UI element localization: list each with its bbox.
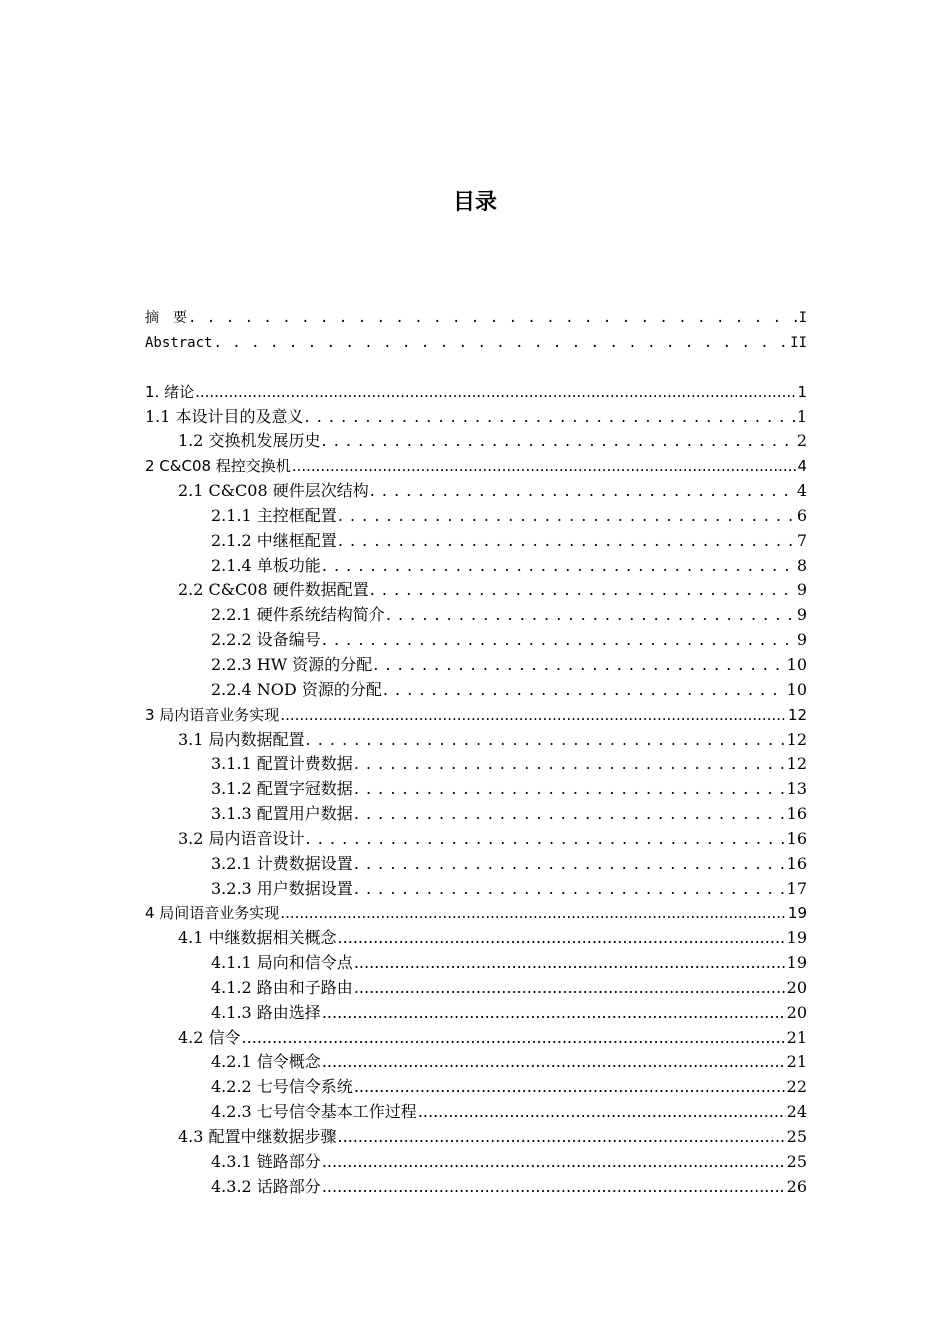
toc-entry-title: 3.2.3 用户数据设置 bbox=[211, 878, 353, 898]
table-of-contents bbox=[145, 306, 807, 1200]
toc-entry[interactable] bbox=[145, 653, 807, 678]
page-title: 目录 bbox=[452, 190, 497, 215]
toc-leader-dots bbox=[383, 678, 786, 703]
toc-leader-dots bbox=[338, 926, 786, 951]
toc-entry-page: 4 bbox=[796, 481, 807, 501]
toc-entry-page: 1 bbox=[797, 382, 807, 401]
toc-entry-page: 1 bbox=[796, 406, 807, 426]
toc-entry-title: 4.2.1 信令概念 bbox=[211, 1052, 321, 1072]
toc-entry[interactable] bbox=[145, 331, 807, 356]
toc-entry-page: 21 bbox=[786, 1052, 807, 1072]
toc-entry[interactable] bbox=[145, 578, 807, 603]
toc-leader-dots bbox=[306, 827, 786, 852]
toc-leader-dots bbox=[386, 603, 796, 628]
front-matter bbox=[145, 306, 807, 356]
toc-entry[interactable] bbox=[145, 1075, 807, 1100]
toc-entry-title: 摘 要 bbox=[145, 310, 187, 326]
toc-leader-dots bbox=[305, 405, 796, 430]
toc-leader-dots bbox=[373, 653, 785, 678]
toc-leader-dots bbox=[292, 454, 797, 479]
toc-entry[interactable] bbox=[145, 827, 807, 852]
toc-leader-dots bbox=[354, 852, 786, 877]
toc-leader-dots bbox=[354, 976, 786, 1001]
toc-entry-title: 2 C&C08 程控交换机 bbox=[145, 457, 291, 476]
toc-entry[interactable] bbox=[145, 504, 807, 529]
toc-entry[interactable] bbox=[145, 529, 807, 554]
toc-leader-dots bbox=[418, 1100, 786, 1125]
toc-leader-dots bbox=[338, 1125, 786, 1150]
toc-entry[interactable] bbox=[145, 1026, 807, 1051]
toc-entry-title: 2.2.3 HW 资源的分配 bbox=[211, 654, 373, 674]
toc-entry-page: 6 bbox=[796, 505, 807, 525]
toc-entry-title: 3.1 局内数据配置 bbox=[178, 729, 305, 749]
toc-entry-page: 24 bbox=[786, 1102, 807, 1122]
toc-entry-page: I bbox=[798, 310, 807, 326]
toc-entry-title: 2.1.4 单板功能 bbox=[211, 555, 321, 575]
toc-leader-dots bbox=[322, 429, 796, 454]
toc-entry[interactable] bbox=[145, 852, 807, 877]
toc-entry[interactable] bbox=[145, 1125, 807, 1150]
toc-entry-title: 4.1.2 路由和子路由 bbox=[211, 977, 353, 997]
toc-entry-page: 20 bbox=[786, 977, 807, 997]
toc-entry-page: 19 bbox=[786, 928, 807, 948]
toc-entry-title: 4 局间语音业务实现 bbox=[145, 904, 280, 923]
toc-entry[interactable] bbox=[145, 1001, 807, 1026]
toc-entry-title: 3.2.1 计费数据设置 bbox=[211, 853, 353, 873]
toc-entry-page: 9 bbox=[796, 580, 807, 600]
toc-entry-title: 1.1 本设计目的及意义 bbox=[145, 406, 304, 426]
toc-leader-dots bbox=[338, 529, 796, 554]
toc-entry-page: 8 bbox=[796, 555, 807, 575]
toc-entry-page: 12 bbox=[786, 729, 807, 749]
toc-entry[interactable] bbox=[145, 777, 807, 802]
toc-entry-title: 1. 绪论 bbox=[145, 382, 195, 401]
toc-entry-title: 4.2 信令 bbox=[178, 1027, 241, 1047]
toc-entry[interactable] bbox=[145, 976, 807, 1001]
toc-entry-page: 7 bbox=[796, 530, 807, 550]
toc-entry[interactable] bbox=[145, 554, 807, 579]
toc-entry[interactable] bbox=[145, 405, 807, 430]
toc-entry-page: 9 bbox=[796, 605, 807, 625]
toc-leader-dots bbox=[322, 1050, 786, 1075]
toc-entry-title: 4.3 配置中继数据步骤 bbox=[178, 1127, 337, 1146]
toc-entry-title: 1.2 交换机发展历史 bbox=[178, 431, 321, 451]
toc-leader-dots bbox=[354, 777, 786, 802]
toc-leader-dots bbox=[370, 479, 796, 504]
toc-leader-dots bbox=[354, 802, 786, 827]
toc-leader-dots bbox=[213, 331, 789, 356]
toc-entry[interactable] bbox=[145, 901, 807, 926]
toc-entry[interactable] bbox=[145, 479, 807, 504]
toc-entry[interactable] bbox=[145, 1150, 807, 1175]
toc-entry-title: Abstract bbox=[145, 334, 213, 351]
toc-leader-dots bbox=[322, 628, 796, 653]
toc-leader-dots bbox=[322, 554, 796, 579]
toc-entry-title: 4.2.3 七号信令基本工作过程 bbox=[211, 1102, 417, 1122]
toc-entry-page: 25 bbox=[786, 1127, 807, 1146]
toc-leader-dots bbox=[370, 578, 796, 603]
toc-entry-title: 2.1 C&C08 硬件层次结构 bbox=[178, 481, 369, 501]
toc-entry-page: 20 bbox=[786, 1002, 807, 1022]
toc-entry[interactable] bbox=[145, 454, 807, 479]
toc-entry[interactable] bbox=[145, 628, 807, 653]
toc-entry[interactable] bbox=[145, 1050, 807, 1075]
toc-entry-page: 16 bbox=[786, 804, 807, 824]
toc-entry-page: 19 bbox=[786, 953, 807, 973]
toc-entry-title: 2.1.1 主控框配置 bbox=[211, 505, 337, 525]
toc-entry[interactable] bbox=[145, 678, 807, 703]
toc-entry-page: 12 bbox=[786, 754, 807, 774]
toc-entry[interactable] bbox=[145, 728, 807, 753]
toc-entry-title: 4.1.3 路由选择 bbox=[211, 1002, 321, 1022]
toc-entry[interactable] bbox=[145, 877, 807, 902]
toc-entry-title: 3.2 局内语音设计 bbox=[178, 828, 305, 848]
toc-entry-page: 17 bbox=[786, 878, 807, 898]
section-gap bbox=[145, 356, 807, 380]
toc-leader-dots bbox=[354, 951, 786, 976]
toc-leader-dots bbox=[188, 306, 798, 331]
toc-leader-dots bbox=[280, 901, 787, 926]
toc-entry-page: 12 bbox=[787, 705, 807, 724]
toc-entry[interactable] bbox=[145, 429, 807, 454]
toc-entry-title: 4.3.2 话路部分 bbox=[211, 1176, 321, 1196]
toc-entry[interactable] bbox=[145, 603, 807, 628]
toc-leader-dots bbox=[195, 380, 796, 405]
toc-entry-page: 16 bbox=[786, 828, 807, 848]
toc-leader-dots bbox=[322, 1150, 786, 1175]
toc-entry-page: 16 bbox=[786, 853, 807, 873]
toc-leader-dots bbox=[242, 1026, 786, 1051]
toc-entry-page: 2 bbox=[796, 431, 807, 451]
toc-entry-title: 2.2.1 硬件系统结构简介 bbox=[211, 605, 385, 625]
toc-entry[interactable] bbox=[145, 1100, 807, 1125]
toc-entry-page: 25 bbox=[786, 1151, 807, 1171]
toc-leader-dots bbox=[354, 877, 786, 902]
toc-entry[interactable] bbox=[145, 951, 807, 976]
toc-entry-title: 4.2.2 七号信令系统 bbox=[211, 1077, 353, 1097]
toc-leader-dots bbox=[354, 752, 786, 777]
toc-leader-dots bbox=[322, 1001, 786, 1026]
toc-entry[interactable] bbox=[145, 926, 807, 951]
chapter-list bbox=[145, 380, 807, 1200]
toc-entry-title: 3.1.3 配置用户数据 bbox=[211, 804, 353, 824]
toc-entry-title: 4.1.1 局向和信令点 bbox=[211, 953, 353, 973]
toc-entry[interactable] bbox=[145, 802, 807, 827]
toc-entry-title: 4.1 中继数据相关概念 bbox=[178, 928, 337, 948]
toc-entry-title: 4.3.1 链路部分 bbox=[211, 1151, 321, 1171]
toc-leader-dots bbox=[280, 703, 787, 728]
toc-entry-title: 2.1.2 中继框配置 bbox=[211, 530, 337, 550]
toc-entry-title: 2.2.4 NOD 资源的分配 bbox=[211, 679, 382, 699]
toc-entry[interactable] bbox=[145, 752, 807, 777]
toc-entry-title: 3.1.1 配置计费数据 bbox=[211, 754, 353, 774]
toc-entry-page: 10 bbox=[786, 654, 807, 674]
toc-entry-title: 2.2.2 设备编号 bbox=[211, 630, 321, 650]
toc-entry[interactable] bbox=[145, 306, 807, 331]
toc-entry-page: 19 bbox=[787, 904, 807, 923]
toc-leader-dots bbox=[322, 1175, 786, 1200]
toc-entry[interactable] bbox=[145, 380, 807, 405]
toc-entry-page: 10 bbox=[786, 679, 807, 699]
toc-leader-dots bbox=[306, 728, 786, 753]
toc-entry-page: 21 bbox=[786, 1027, 807, 1047]
toc-entry-title: 3 局内语音业务实现 bbox=[145, 705, 280, 724]
toc-entry-page: 26 bbox=[786, 1176, 807, 1196]
toc-entry[interactable] bbox=[145, 703, 807, 728]
toc-leader-dots bbox=[354, 1075, 786, 1100]
toc-entry-page: 13 bbox=[786, 779, 807, 799]
toc-entry-title: 2.2 C&C08 硬件数据配置 bbox=[178, 580, 369, 600]
toc-entry[interactable] bbox=[145, 1175, 807, 1200]
toc-entry-page: II bbox=[790, 334, 807, 351]
toc-leader-dots bbox=[338, 504, 796, 529]
toc-entry-title: 3.1.2 配置字冠数据 bbox=[211, 779, 353, 799]
toc-entry-page: 9 bbox=[796, 630, 807, 650]
toc-entry-page: 22 bbox=[786, 1077, 807, 1097]
toc-entry-page: 4 bbox=[797, 457, 807, 476]
